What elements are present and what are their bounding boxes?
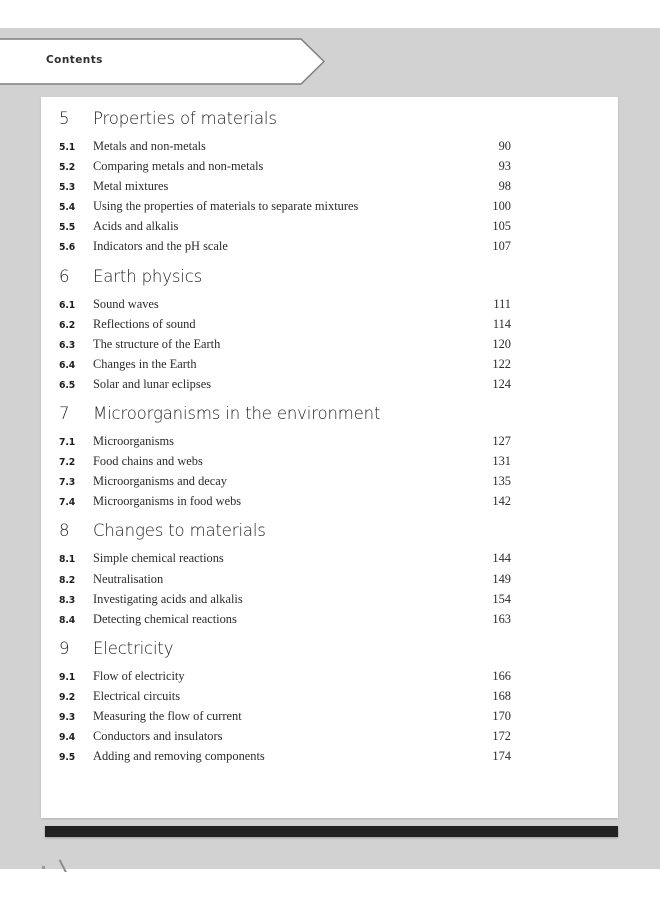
chapter-block	[59, 521, 511, 628]
entry-title: Acids and alkalis	[93, 219, 179, 234]
chapter-block	[59, 639, 511, 766]
entry-number: 6.5	[59, 379, 76, 391]
entry-title: Using the properties of materials to separate mixtures	[93, 199, 359, 214]
entry-page-number: 111	[493, 296, 511, 311]
entry-title: Sound waves	[93, 296, 159, 311]
entry-title: Microorganisms	[93, 434, 174, 449]
entry-number: 9.2	[59, 691, 76, 703]
entry-number: 7.4	[59, 497, 76, 509]
entry-page-number: 149	[492, 571, 511, 586]
entry-page-number: 163	[492, 611, 511, 626]
entry-title: Microorganisms and decay	[93, 474, 227, 489]
entry-page-number: 90	[498, 139, 511, 153]
entry-title: Metals and non-metals	[93, 139, 206, 153]
entry-title: Adding and removing components	[93, 749, 265, 764]
toc-entry[interactable]	[59, 726, 511, 746]
chapter-number: 9	[59, 638, 70, 658]
toc-entry[interactable]	[59, 176, 511, 196]
entry-number: 5.3	[59, 182, 76, 194]
entry-page-number: 105	[492, 219, 511, 234]
entry-page-number: 124	[492, 376, 511, 391]
toc-entry[interactable]	[59, 666, 511, 686]
toc-entry[interactable]	[59, 609, 511, 629]
toc-entry[interactable]	[59, 431, 511, 451]
entry-number: 8.2	[59, 574, 76, 586]
toc-entry[interactable]	[59, 314, 511, 334]
chapter-block	[59, 404, 511, 511]
chapter-title: Electricity	[93, 638, 174, 658]
entry-page-number: 154	[492, 591, 511, 606]
entry-number: 9.4	[59, 732, 76, 744]
chapter-number: 8	[59, 521, 70, 541]
chapter-title: Earth physics	[93, 266, 203, 286]
entry-number: 7.1	[59, 437, 76, 449]
toc-entry[interactable]	[59, 196, 511, 216]
toc-entry[interactable]	[59, 374, 511, 394]
entry-page-number: 107	[492, 239, 511, 254]
toc-entry[interactable]	[59, 706, 511, 726]
entry-page-number: 144	[492, 551, 511, 566]
toc-entry[interactable]	[59, 156, 511, 176]
entry-number: 8.4	[59, 614, 76, 626]
chapter-heading	[59, 267, 511, 286]
entry-title: Electrical circuits	[93, 688, 181, 703]
toc-entry[interactable]	[59, 451, 511, 471]
entry-page-number: 120	[492, 336, 511, 351]
entry-number: 9.1	[59, 671, 76, 683]
page-edge-marks	[40, 858, 160, 872]
toc-entry[interactable]	[59, 548, 511, 568]
toc-entry[interactable]	[59, 354, 511, 374]
entry-number: 5.6	[59, 242, 76, 254]
entry-number: 7.2	[59, 457, 76, 469]
entry-title: Metal mixtures	[93, 179, 169, 194]
entry-title: Food chains and webs	[93, 454, 203, 469]
entry-page-number: 100	[492, 199, 511, 214]
entry-title: Solar and lunar eclipses	[93, 376, 212, 391]
toc-entry[interactable]	[59, 136, 511, 156]
entry-number: 8.1	[59, 554, 76, 566]
entry-title: Detecting chemical reactions	[93, 611, 237, 626]
table-of-contents	[59, 109, 511, 774]
entry-page-number: 174	[492, 749, 511, 764]
entry-title: Changes in the Earth	[93, 356, 197, 371]
toc-entry[interactable]	[59, 334, 511, 354]
chapter-number: 6	[59, 266, 70, 286]
entry-number: 6.2	[59, 319, 76, 331]
entry-number: 5.4	[59, 202, 76, 214]
entry-title: Neutralisation	[93, 571, 164, 586]
entry-page-number: 127	[492, 434, 511, 449]
book-page	[41, 97, 618, 818]
entry-page-number: 135	[492, 474, 511, 489]
bottom-divider-bar	[45, 826, 618, 837]
entry-page-number: 172	[492, 729, 511, 744]
entry-page-number: 122	[492, 356, 511, 371]
entry-page-number: 166	[492, 668, 511, 683]
chapter-number: 5	[59, 109, 70, 128]
entry-title: Indicators and the pH scale	[93, 239, 228, 254]
edge-mark-slash	[59, 859, 68, 872]
entry-number: 6.4	[59, 359, 76, 371]
contents-tab-label: Contents	[46, 54, 103, 66]
entry-title: The structure of the Earth	[93, 336, 221, 351]
toc-entry[interactable]	[59, 236, 511, 256]
entry-page-number: 168	[492, 688, 511, 703]
toc-entry[interactable]	[59, 491, 511, 511]
entry-title: Simple chemical reactions	[93, 551, 224, 566]
entry-title: Flow of electricity	[93, 668, 185, 683]
toc-entry[interactable]	[59, 746, 511, 766]
chapter-heading	[59, 404, 511, 423]
chapter-title: Microorganisms in the environment	[93, 404, 381, 424]
entry-page-number: 98	[498, 179, 511, 194]
toc-entry[interactable]	[59, 686, 511, 706]
chapter-title: Changes to materials	[93, 521, 266, 541]
entry-title: Measuring the flow of current	[93, 708, 242, 723]
entry-number: 6.1	[59, 299, 76, 311]
entry-page-number: 114	[492, 316, 511, 331]
toc-entry[interactable]	[59, 589, 511, 609]
entry-title: Investigating acids and alkalis	[93, 591, 243, 606]
chapter-block	[59, 267, 511, 394]
entry-number: 9.3	[59, 711, 76, 723]
edge-mark-dot	[42, 866, 45, 869]
toc-entry[interactable]	[59, 216, 511, 236]
toc-entry[interactable]	[59, 569, 511, 589]
entry-number: 5.5	[59, 222, 76, 234]
entry-title: Comparing metals and non-metals	[93, 159, 264, 174]
toc-entry[interactable]	[59, 471, 511, 491]
chapter-heading	[59, 639, 511, 658]
chapter-number: 7	[59, 404, 70, 424]
chapter-heading	[59, 521, 511, 540]
entry-title: Microorganisms in food webs	[93, 494, 242, 509]
entry-title: Conductors and insulators	[93, 729, 223, 744]
toc-entry[interactable]	[59, 294, 511, 314]
entry-number: 5.1	[59, 142, 76, 153]
entry-page-number: 93	[498, 159, 511, 174]
chapter-heading	[59, 109, 511, 128]
entry-number: 5.2	[59, 162, 76, 174]
chapter-block	[59, 109, 511, 257]
entry-number: 8.3	[59, 594, 76, 606]
entry-number: 9.5	[59, 752, 76, 764]
entry-page-number: 131	[492, 454, 511, 469]
entry-page-number: 170	[492, 708, 511, 723]
entry-number: 7.3	[59, 477, 76, 489]
chapter-title: Properties of materials	[93, 109, 277, 128]
entry-title: Reflections of sound	[93, 316, 196, 331]
entry-page-number: 142	[492, 494, 511, 509]
entry-number: 6.3	[59, 339, 76, 351]
